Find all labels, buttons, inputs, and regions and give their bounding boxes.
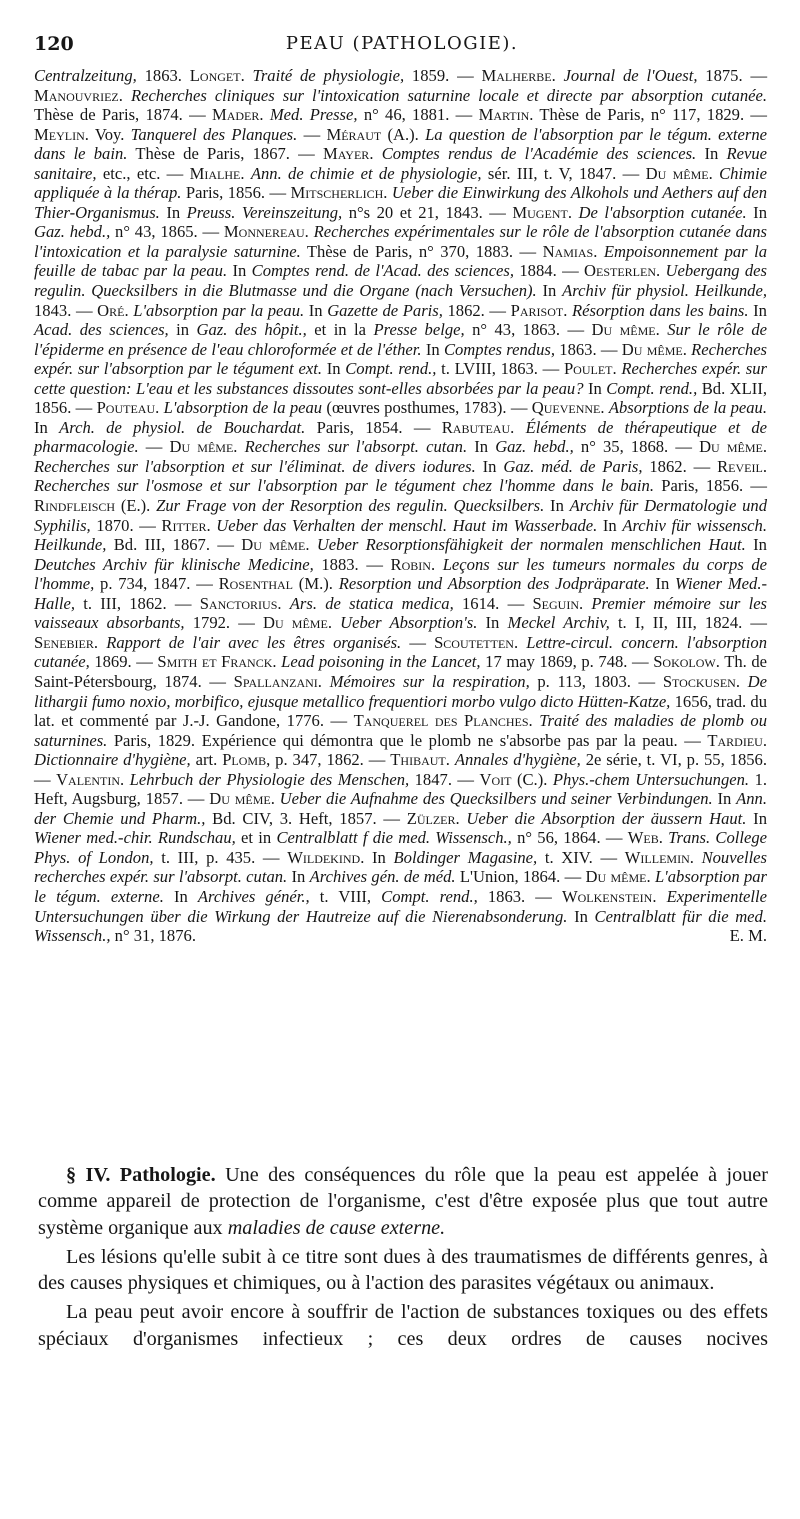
text-run: In: [322, 359, 346, 379]
author-name: Willemin: [624, 847, 690, 867]
text-run: n° 46, 1881. —: [357, 105, 479, 125]
author-name: Mugent: [512, 202, 568, 222]
italic-title: Comptes rendus,: [443, 339, 555, 359]
text-run: (M.).: [293, 574, 339, 594]
italic-title: Ann. der Chemie und Pharm.,: [34, 789, 767, 828]
author-name: Rabuteau: [441, 417, 511, 437]
author-name: Spallanzani: [233, 671, 318, 691]
text-run: n° 35, 1868. —: [573, 437, 700, 457]
text-run: .: [240, 66, 253, 85]
text-run: .: [762, 437, 768, 457]
text-run: . In: [360, 847, 394, 867]
italic-title: Acad. des sciences,: [34, 320, 169, 340]
text-run: 1869. —: [89, 652, 158, 672]
italic-title: Empoisonnement par la feuille de tabac par la peau.: [34, 241, 767, 281]
italic-title: L'absorption de la peau: [163, 398, 323, 418]
text-run: 1870. —: [90, 515, 162, 535]
author-name: Voit: [479, 769, 512, 789]
italic-title: L'absorption par la peau.: [133, 300, 305, 320]
section-heading: § IV. Pathologie.: [66, 1164, 216, 1186]
author-name: Sanctorius: [199, 593, 278, 613]
text-run: et in: [235, 828, 277, 848]
text-run: .: [652, 886, 667, 906]
text-run: etc., etc. —: [96, 163, 190, 183]
author-name: Du même: [585, 867, 647, 887]
text-run: .: [327, 613, 341, 633]
text-run: —: [297, 124, 327, 144]
text-run: (C.).: [511, 769, 553, 789]
text-run: t. III, 1862. —: [75, 593, 200, 613]
italic-title: Recherches sur l'osmose et sur l'absorption par le tégument chez l'homme dans le bain.: [34, 476, 654, 496]
text-run: .: [762, 456, 767, 476]
text-run: —: [138, 437, 170, 457]
author-name: Tardieu: [707, 730, 763, 750]
author-name: Tanquerel des Planches: [353, 711, 529, 731]
italic-title: Comptes rend. de l'Acad. des sciences,: [251, 261, 515, 281]
author-name: Robin: [390, 554, 431, 574]
text-run: Thèse de Paris, 1874. —: [34, 105, 212, 125]
italic-title: De l'absorption cutanée.: [578, 202, 747, 222]
text-run: In: [477, 613, 508, 633]
text-run: 17 may 1869, p. 748. —: [480, 652, 654, 672]
author-name: Du même: [169, 437, 234, 457]
text-run: p. 734, 1847. —: [94, 574, 219, 594]
text-run: .: [708, 163, 720, 183]
italic-title: Revue sanitaire,: [34, 144, 768, 183]
italic-title: Tanquerel des Planques.: [130, 124, 298, 144]
italic-title: La question de l'absorption par le tégum. externe dans le bain.: [34, 124, 768, 164]
text-run: 1862. —: [442, 300, 511, 320]
text-run: .: [455, 808, 467, 828]
text-run: In: [597, 515, 623, 535]
italic-title: Compt. rend.,: [381, 886, 478, 906]
text-run: L'Union, 1864. —: [455, 867, 586, 887]
italic-title: Lehrbuch der Physiologie des Menschen,: [129, 769, 410, 789]
author-name: Sokolow: [653, 652, 716, 672]
text-run: Bd. III, 1867. —: [106, 535, 242, 555]
text-run: Thèse de Paris, n° 370, 1883. —: [300, 241, 543, 261]
italic-title: Boldinger Magasine,: [393, 847, 538, 867]
italic-title: Zur Frage von der Resorption des regulin. Quecksilbers.: [156, 496, 545, 516]
text-run: 1614. —: [453, 593, 533, 613]
text-run: .: [655, 320, 668, 340]
text-run: sér. III, t. V, 1847. —: [481, 163, 646, 183]
author-name: Parisot: [510, 300, 564, 320]
author-name: Smith et Franck: [157, 652, 273, 672]
italic-title: Archiv für physiol. Heilkunde,: [562, 281, 767, 301]
italic-title: Archives gén. de méd.: [309, 867, 456, 887]
text-run: In: [304, 300, 328, 320]
text-run: 1656, trad. du lat. et commenté par J.-J. Gandone, 1776. —: [34, 691, 767, 731]
text-run: In: [583, 378, 607, 398]
italic-title: Ueber Resorptionsfähigkeit der normalen menschlichen Haut.: [316, 535, 746, 555]
italic-title: Med. Presse,: [269, 105, 358, 125]
italic-title: Ars. de statica medica,: [289, 593, 454, 613]
italic-title: Gaz. des hôpit.,: [196, 320, 307, 340]
text-run: In: [163, 886, 198, 906]
author-name: Méraut: [326, 124, 382, 144]
text-run: .: [593, 241, 604, 261]
text-run: .: [206, 515, 217, 535]
text-run: Les lésions qu'elle subit à ce titre sont dues à des traumatismes de différents genres, à des causes physiques et chimiques, ou à l'action des parasites végétaux ou animaux.: [38, 1245, 768, 1295]
italic-title: Annales d'hygiène,: [454, 750, 581, 770]
italic-title: Résorption dans les bains.: [571, 300, 749, 320]
text-run: 1. Heft, Augsburg, 1857. —: [34, 769, 768, 809]
italic-title: maladies de cause externe.: [227, 1216, 446, 1239]
author-name: Seguin: [532, 593, 579, 613]
text-run: p. 113, 1803. —: [529, 671, 663, 691]
text-run: Bd. XLII, 1856. —: [34, 378, 767, 418]
text-run: , p. 347, 1862. —: [266, 750, 391, 770]
author-name: Du même: [591, 320, 656, 340]
text-run: .: [155, 398, 164, 418]
italic-title: Lettre-circul. concern. l'absorption cutanée,: [34, 632, 768, 672]
text-run: .: [270, 789, 280, 809]
author-name: Oesterlen: [584, 261, 656, 281]
text-run: Paris, 1856. —: [181, 183, 291, 203]
author-name: Rindfleisch: [34, 496, 116, 516]
italic-title: Ueber die Absorption der äussern Haut.: [466, 808, 747, 828]
italic-title: Ueber die Aufnahme des Quecksilbers und seiner Verbindungen.: [279, 789, 713, 809]
text-run: 1863. —: [555, 339, 622, 359]
italic-title: Uebergang des regulin. Quecksilbers in die Blutmasse und die Organe (nach Versuchen).: [34, 261, 768, 301]
text-run: .: [120, 769, 130, 789]
author-name: Meylin: [34, 124, 85, 144]
text-run: .: [513, 632, 527, 652]
text-run: In: [748, 300, 767, 320]
text-run: .: [304, 222, 314, 242]
author-name: Du même: [645, 163, 709, 183]
text-run: .: [689, 847, 702, 867]
text-run: Une des conséquences du rôle que la peau est appelée à jouer comme appareil de protection de l'organisme, c'est d'être exposée plus que tout autre système organique aux: [38, 1164, 768, 1239]
text-run: . Thèse de Paris, n° 117, 1829. —: [529, 105, 768, 125]
author-name: Senebier: [34, 632, 94, 652]
section-paragraph: [38, 1299, 768, 1352]
text-run: et in la: [306, 320, 374, 340]
italic-title: Gaz. hebd.,: [495, 437, 574, 457]
pathology-section: [38, 1162, 768, 1352]
author-name: Monnereau: [223, 222, 305, 242]
italic-title: Recherches expérimentales sur le rôle de l'absorption cutanée dans l'intoxication et la paralysie saturnine.: [34, 222, 767, 261]
italic-title: Absorptions de la peau.: [608, 398, 767, 418]
italic-title: Phys.-chem Untersuchungen.: [552, 769, 750, 789]
text-run: 1863. —: [477, 886, 562, 906]
text-run: .: [567, 202, 579, 222]
text-run: In: [567, 906, 595, 926]
author-name: Poulet: [563, 359, 613, 379]
text-run: .: [383, 183, 392, 203]
italic-title: Recherches expér. sur l'absorption par le tégument ext.: [34, 339, 768, 379]
italic-title: Gaz. méd. de Paris,: [503, 456, 643, 476]
page-header: [34, 33, 770, 63]
author-name: Mader: [211, 105, 260, 125]
text-run: .: [430, 554, 443, 574]
text-run: (E.).: [115, 496, 157, 516]
italic-title: Archiv für wissensch. Heilkunde,: [34, 515, 767, 555]
text-run: In: [536, 281, 563, 301]
page-number: 120: [34, 33, 74, 55]
author-name: Mayer: [322, 144, 370, 164]
italic-title: Leçons sur les tumeurs normales du corps de l'homme,: [34, 554, 768, 594]
text-run: n° 56, 1864. —: [511, 828, 628, 848]
text-run: In: [34, 417, 60, 437]
text-run: .: [762, 730, 767, 750]
italic-title: Arch. de physiol. de Bouchardat.: [59, 417, 306, 437]
author-name: Web: [627, 828, 659, 848]
italic-title: Centralblatt für die med. Wissensch.,: [34, 906, 767, 946]
text-run: .: [551, 66, 564, 85]
italic-title: Dictionnaire d'hygiène,: [34, 750, 191, 770]
italic-title: Sur le rôle de l'épiderme en présence de l'eau chloroformée et de l'éther.: [34, 320, 767, 359]
italic-title: Resorption und Absorption des Jodpräparate.: [338, 574, 650, 594]
italic-title: L'absorption par le tégum. externe.: [34, 867, 768, 906]
text-run: Thèse de Paris, 1867. —: [127, 144, 323, 164]
author-name: Martin: [478, 105, 530, 125]
italic-title: Journal de l'Ouest,: [563, 66, 698, 85]
author-name: Scoutetten: [434, 632, 514, 652]
text-run: In: [649, 574, 676, 594]
running-title: PEAU (PATHOLOGIE).: [285, 33, 519, 54]
text-run: In: [467, 437, 496, 457]
author-name: Du même: [699, 437, 763, 457]
text-run: In: [712, 789, 737, 809]
author-name: Stockusen: [662, 671, 736, 691]
text-run: .: [510, 417, 526, 437]
text-run: .: [93, 632, 107, 652]
text-run: 1859. —: [404, 66, 482, 85]
bibliography-text: [34, 66, 767, 946]
text-run: 1847. —: [409, 769, 480, 789]
italic-title: Ueber die Einwirkung des Alkohols und Aethers auf den Thier-Organismus.: [34, 183, 768, 222]
author-signature: E. M.: [729, 926, 767, 946]
author-name: Wolkenstein: [561, 886, 653, 906]
author-name: Valentin: [56, 769, 121, 789]
italic-title: Trans. College Phys. of London,: [34, 828, 768, 867]
text-run: .: [658, 828, 669, 848]
author-name: Du même: [263, 613, 328, 633]
text-run: .: [369, 144, 382, 164]
text-run: .: [600, 398, 609, 418]
italic-title: Meckel Archiv,: [507, 613, 610, 633]
text-run: t. I, II, III, 1824. —: [609, 613, 768, 633]
text-run: .: [682, 339, 692, 359]
italic-title: Ueber das Verhalten der menschl. Haut im Wasserbade.: [216, 515, 598, 535]
text-run: . Voy.: [84, 124, 131, 144]
text-run: Bd. CIV, 3. Heft, 1857. —: [205, 808, 407, 828]
author-name: Wildekind: [287, 847, 361, 867]
author-name: Rosenthal: [218, 574, 294, 594]
text-run: .: [305, 535, 317, 555]
text-run: .: [579, 593, 592, 613]
text-run: .: [259, 105, 270, 125]
italic-title: Nouvelles recherches expér. sur l'absorpt. cutan.: [34, 847, 767, 887]
text-run: 1884. —: [514, 261, 585, 281]
text-run: .: [528, 711, 540, 731]
italic-title: Lead poisoning in the Lancet,: [281, 652, 481, 672]
text-run: .: [646, 867, 655, 887]
italic-title: Recherches cliniques sur l'intoxication saturnine locale et directe par absorption cutanée.: [130, 85, 768, 105]
text-run: Paris, 1856. —: [653, 476, 767, 496]
author-name: Malherbe: [481, 66, 552, 85]
italic-title: Gazette de Paris,: [327, 300, 443, 320]
text-run: 1843. —: [34, 300, 98, 320]
text-run: .: [445, 750, 455, 770]
author-name: Namias: [542, 241, 594, 261]
text-run: art.: [190, 750, 223, 770]
text-run: . Th. de Saint-Pétersbourg, 1874. —: [34, 652, 768, 691]
text-run: .: [277, 593, 290, 613]
text-run: —: [401, 632, 435, 652]
text-run: In: [421, 339, 444, 359]
italic-title: Recherches sur l'absorption et sur l'éliminat. de divers iodures.: [34, 456, 476, 476]
text-run: t. XIV. —: [537, 847, 625, 867]
text-run: La peau peut avoir encore à souffrir de l'action de substances toxiques ou des effets spéciaux d'organismes infectieux ; ces deux ordres de causes nocives: [38, 1301, 768, 1350]
text-run: 2e série, t. VI, p. 55, 1856. —: [34, 750, 768, 789]
text-run: In: [746, 808, 767, 828]
text-run: t. III, p. 435. —: [153, 847, 288, 867]
text-run: In: [287, 867, 310, 887]
text-run: n° 31, 1876.: [110, 926, 196, 946]
italic-title: De lithargii fumo noxio, morbifico, ejusque metallico frequentiori morbo vulgo dicto Hütten-Katze,: [34, 671, 767, 711]
italic-title: Experimentelle Untersuchungen über die Wirkung der Hautreize auf die Nierenabsonderung.: [34, 886, 768, 926]
author-name: Ritter: [161, 515, 207, 535]
text-run: 1863.: [136, 66, 190, 85]
text-run: 1792. —: [184, 613, 263, 633]
italic-title: Comptes rendus de l'Académie des sciences.: [381, 144, 697, 164]
author-name: Du même: [209, 789, 271, 809]
text-run: n° 43, 1863. —: [464, 320, 592, 340]
text-run: .: [656, 261, 666, 281]
italic-title: Compt. rend.,: [606, 378, 698, 398]
author-name: Du même: [241, 535, 306, 555]
text-run: .: [735, 671, 748, 691]
italic-title: Gaz. hebd.,: [34, 222, 111, 242]
text-run: in: [168, 320, 197, 340]
author-name: Du même: [621, 339, 683, 359]
italic-title: Recherches sur l'absorpt. cutan.: [244, 437, 468, 457]
italic-title: Preuss. Vereinszeitung,: [186, 202, 343, 222]
author-name: Oré: [97, 300, 125, 320]
text-run: (A.).: [381, 124, 426, 144]
italic-title: Presse belge,: [373, 320, 465, 340]
text-run: .: [124, 300, 134, 320]
italic-title: Traité de physiologie,: [252, 66, 405, 85]
italic-title: Wiener med.-chir. Rundschau,: [34, 828, 236, 848]
text-run: t. LVIII, 1863. —: [436, 359, 564, 379]
text-run: .: [233, 437, 245, 457]
italic-title: Chimie appliquée à la thérap.: [34, 163, 767, 203]
text-run: .: [272, 652, 282, 672]
italic-title: Éléments de thérapeutique et de pharmacologie.: [34, 417, 768, 457]
text-run: In: [746, 202, 767, 222]
italic-title: Ueber Absorption's.: [340, 613, 478, 633]
author-name: Manouvriez: [34, 85, 119, 105]
text-run: n° 43, 1865. —: [110, 222, 224, 242]
text-run: In: [227, 261, 252, 281]
text-run: .: [612, 359, 622, 379]
italic-title: Archiv für Dermatologie und Syphilis,: [34, 496, 767, 535]
italic-title: Traité des maladies de plomb ou saturnines.: [34, 711, 768, 750]
text-run: .: [563, 300, 572, 320]
text-run: In: [745, 535, 767, 555]
author-name: Longet: [189, 66, 241, 85]
author-name: Mitscherlich: [290, 183, 384, 203]
author-name: Reveil: [717, 456, 763, 476]
text-run: In: [544, 496, 570, 516]
italic-title: Deutches Archiv für klinische Medicine,: [34, 554, 314, 574]
author-name: Plomb: [222, 750, 267, 770]
section-paragraph: [38, 1244, 768, 1297]
text-run: Paris, 1829. Expérience qui démontra que le plomb ne s'absorbe pas par la peau. —: [107, 730, 708, 750]
text-run: In: [159, 202, 187, 222]
section-paragraph: [38, 1162, 768, 1241]
text-run: In: [696, 144, 727, 164]
italic-title: Archives génér.,: [197, 886, 310, 906]
italic-title: Centralblatt f die med. Wissensch.,: [276, 828, 512, 848]
text-run: Paris, 1854. —: [305, 417, 442, 437]
author-name: Pouteau: [96, 398, 156, 418]
text-run: .: [118, 85, 131, 105]
text-run: 1883. —: [313, 554, 391, 574]
author-name: Thibaut: [390, 750, 446, 770]
text-run: n°s 20 et 21, 1843. —: [342, 202, 513, 222]
text-run: .: [240, 163, 251, 183]
text-run: 1862. —: [642, 456, 718, 476]
italic-title: Compt. rend.,: [345, 359, 437, 379]
bibliography-block: [34, 66, 767, 946]
text-run: 1875. —: [697, 66, 768, 85]
text-run: (œuvres posthumes, 1783). —: [322, 398, 532, 418]
text-run: t. VIII,: [309, 886, 382, 906]
italic-title: Recherches expér. sur cette question: L'eau et les substances dissoutes sont-elles absorbées par la peau?: [34, 359, 767, 398]
italic-title: Ann. de chimie et de physiologie,: [250, 163, 482, 183]
italic-title: Wiener Med.-Halle,: [34, 574, 767, 613]
italic-title: Rapport de l'air avec les êtres organisés.: [106, 632, 402, 652]
author-name: Zülzer: [406, 808, 456, 828]
author-name: Quevenne: [531, 398, 601, 418]
italic-title: Centralzeitung,: [34, 66, 137, 85]
text-run: .: [317, 671, 330, 691]
author-name: Mialhe: [189, 163, 241, 183]
italic-title: Mémoires sur la respiration,: [329, 671, 530, 691]
italic-title: Premier mémoire sur les vaisseaux absorbants,: [34, 593, 768, 633]
text-run: In: [475, 456, 504, 476]
